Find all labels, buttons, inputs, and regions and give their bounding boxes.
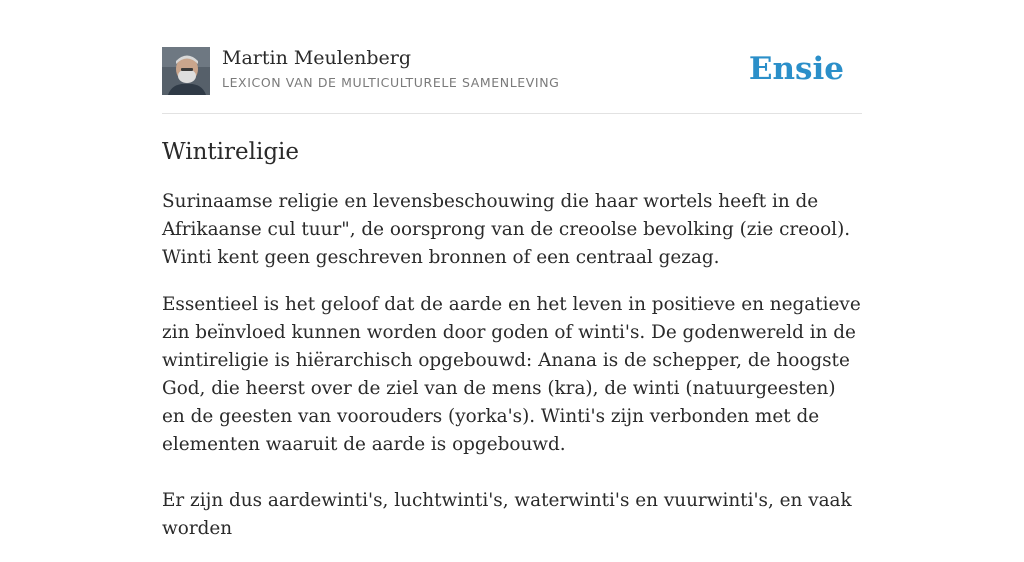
- author-portrait-icon: [162, 47, 210, 95]
- brand-logo[interactable]: Ensie: [748, 51, 844, 87]
- article-paragraph: Surinaamse religie en levensbeschouwing die haar wortels heeft in de Afrikaanse cul tuur", de oorsprong van de creoolse bevolking (zie creool). Winti kent geen geschreven bronnen of een centraal gezag.: [162, 191, 851, 268]
- article-paragraph: Essentieel is het geloof dat de aarde en het leven in positieve en negatieve zin beïnvloed kunnen worden door goden of winti's. De godenwereld in de wintireligie is hiërarchisch opgebouwd: Anana is de schepper, de hoogste God, die heerst over de ziel van de mens (kra), de winti (natuurgeesten) en de geesten van voorouders (yorka's). Winti's zijn verbonden met de elementen waaruit de aarde is opgebouwd. Er zijn dus aardewinti's, luchtwinti's, waterwinti's en vuurwinti's, en vaak worden: [162, 294, 861, 539]
- article-header: [162, 47, 862, 95]
- article-title: Wintireligie: [162, 139, 300, 165]
- publication-name[interactable]: LEXICON VAN DE MULTICULTURELE SAMENLEVING: [222, 75, 560, 90]
- author-avatar[interactable]: [162, 47, 210, 95]
- author-name[interactable]: Martin Meulenberg: [222, 47, 411, 69]
- article-body: [162, 136, 862, 562]
- header-divider: [162, 113, 862, 114]
